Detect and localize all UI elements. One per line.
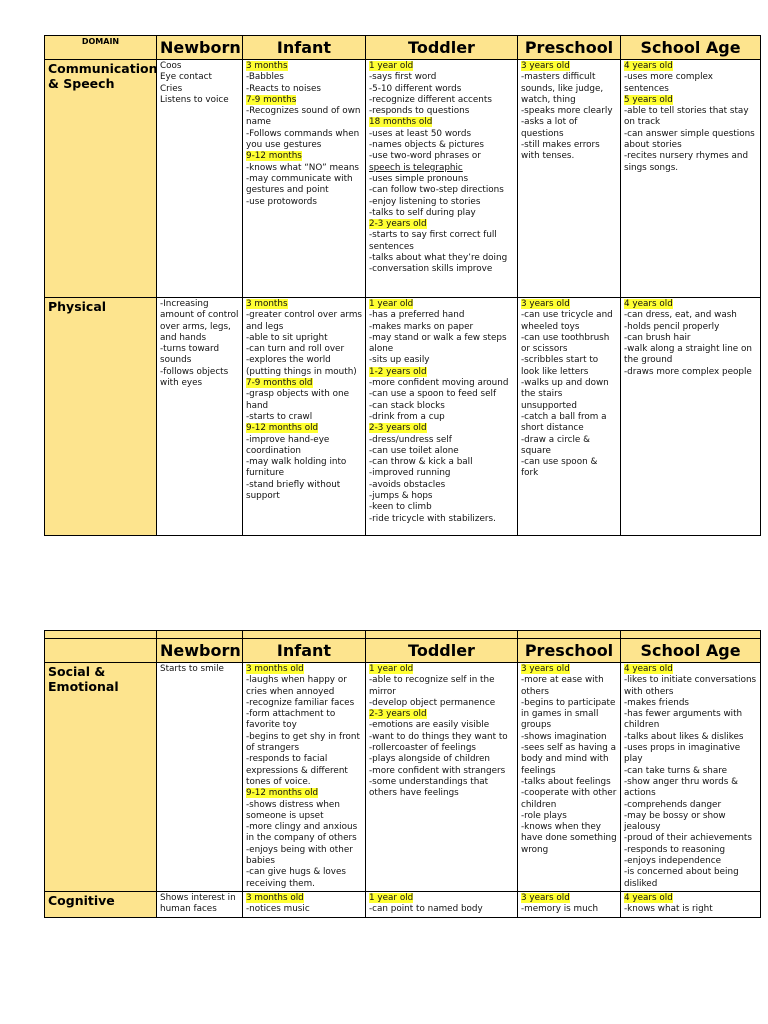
milestone-line: Listens to voice [160, 94, 229, 105]
age-range-label: 1 year old [369, 299, 414, 309]
age-range-label: 1 year old [369, 664, 414, 674]
development-table-1 [44, 35, 761, 536]
stage-cell [157, 891, 243, 917]
milestone-line: -show anger thru words & actions [624, 776, 738, 799]
age-range-label: 4 years old [624, 892, 673, 903]
row-label: Social & Emotional [45, 663, 157, 892]
age-range-label: 1 year old [369, 61, 414, 71]
milestone-line: -says first word [369, 72, 437, 83]
milestone-line: -can give hugs & loves receiving them. [246, 867, 347, 889]
stage-cell [518, 60, 621, 298]
milestone-line: -follows objects with eyes [160, 366, 229, 389]
milestone-line: -Follows commands when you use gestures [246, 128, 360, 151]
milestone-line: -can point to named body [369, 904, 483, 915]
age-range-label: 3 years old [521, 892, 570, 903]
milestone-line: -begins to get shy in front of strangers [246, 731, 360, 754]
milestone-line: -can use toothbrush or scissors [521, 332, 610, 355]
milestone-line: -plays alongside of children [369, 754, 490, 765]
milestone-line: -more confident moving around [369, 378, 509, 389]
milestone-line: -proud of their achievements [624, 833, 752, 844]
header-newborn: Newborn [157, 639, 243, 663]
development-table-2 [44, 630, 761, 918]
milestone-line: -can turn and roll over [246, 344, 345, 355]
age-range-label: 4 years old [624, 61, 673, 71]
milestone-line: -can follow two-step directions [369, 185, 504, 196]
milestone-line: -speaks more clearly [521, 106, 613, 117]
milestone-line: Cries [160, 83, 183, 94]
milestone-line: -sees self as having a body and mind with feelings [521, 743, 617, 776]
age-range-label: 3 months old [246, 664, 304, 674]
spacer-row [45, 631, 761, 639]
milestone-line: -makes friends [624, 697, 690, 708]
header-row [45, 639, 761, 663]
milestone-line: -can take turns & share [624, 765, 728, 776]
milestone-line: -enjoys independence [624, 856, 721, 867]
row-label: Communication & Speech [45, 60, 157, 298]
milestone-line: -more confident with strangers [369, 765, 506, 776]
milestone-line: -draws more complex people [624, 366, 752, 377]
age-range-label: 1-2 years old [369, 366, 427, 377]
milestone-line: -more clingy and anxious in the company of others [246, 822, 358, 844]
milestone-line: -explores the world (putting things in mouth) [246, 355, 357, 377]
stage-cell [157, 298, 243, 536]
milestone-line: -emotions are easily visible [369, 720, 490, 731]
milestone-line: -recites nursery rhymes and sings songs. [624, 151, 749, 173]
stage-cell [621, 891, 761, 917]
milestone-line: -use two-word phrases or [369, 151, 481, 162]
milestone-line: -uses simple pronouns [369, 173, 469, 184]
milestone-line: -enjoys being with other babies [246, 844, 353, 867]
milestone-line: -want to do things they want to [369, 731, 508, 742]
milestone-line: -Recognizes sound of own name [246, 106, 361, 128]
milestone-line: -can use tricycle and wheeled toys [521, 310, 613, 332]
header-preschool: Preschool [518, 639, 621, 663]
milestone-line: -form attachment to favorite toy [246, 709, 336, 731]
milestone-line: -conversation skills improve [369, 264, 493, 275]
stage-cell [157, 663, 243, 892]
age-range-label: 2-3 years old [369, 219, 427, 230]
milestone-line: -able to sit upright [246, 332, 328, 343]
age-range-label: 2-3 years old [369, 423, 427, 434]
milestone-line: -comprehends danger [624, 799, 722, 810]
milestone-line: -responds to reasoning [624, 844, 726, 855]
header-school-age: School Age [621, 36, 761, 60]
header-blank [45, 639, 157, 663]
milestone-line: -knows what “NO” means [246, 162, 359, 173]
milestone-line: -avoids obstacles [369, 479, 446, 490]
milestone-line: -Reacts to noises [246, 83, 321, 94]
milestone-line: -drink from a cup [369, 411, 445, 422]
stage-cell [366, 60, 518, 298]
header-row [45, 36, 761, 60]
domain-header: DOMAIN [45, 36, 157, 60]
milestone-line: Eye contact [160, 72, 212, 83]
age-range-label: 4 years old [624, 299, 673, 309]
milestone-line: speech is telegraphic [369, 162, 463, 173]
table-row [45, 891, 761, 917]
header-school-age: School Age [621, 639, 761, 663]
stage-cell [621, 663, 761, 892]
age-range-label: 7-9 months [246, 94, 297, 105]
milestone-line: -laughs when happy or cries when annoyed [246, 675, 347, 697]
milestone-line: -jumps & hops [369, 491, 433, 502]
milestone-line: -uses more complex sentences [624, 72, 713, 94]
stage-cell [621, 60, 761, 298]
milestone-line: Shows interest in human faces [160, 892, 236, 915]
milestone-line: -responds to facial expressions & different tones of voice. [246, 754, 348, 787]
header-newborn: Newborn [157, 36, 243, 60]
milestone-line: -can use spoon & fork [521, 457, 598, 479]
stage-cell [518, 663, 621, 892]
header-infant: Infant [243, 36, 366, 60]
milestone-line: -shows imagination [521, 731, 607, 742]
milestone-line: -rollercoaster of feelings [369, 743, 476, 754]
milestone-line: -catch a ball from a short distance [521, 411, 607, 434]
milestone-line: -can dress, eat, and wash [624, 310, 737, 321]
header-toddler: Toddler [366, 639, 518, 663]
stage-cell [243, 663, 366, 892]
milestone-line: -notices music [246, 904, 310, 915]
milestone-line: -can use toilet alone [369, 445, 459, 456]
milestone-line: -makes marks on paper [369, 321, 474, 332]
age-range-label: 3 years old [521, 61, 570, 71]
milestone-line: -cooperate with other children [521, 788, 617, 810]
table-row [45, 60, 761, 298]
milestone-line: -recognize different accents [369, 94, 492, 105]
milestone-line: -still makes errors with tenses. [521, 140, 600, 162]
milestone-line: -starts to say first correct full sentences [369, 230, 497, 252]
age-range-label: 9-12 months old [246, 423, 319, 434]
milestone-line: -uses at least 50 words [369, 128, 472, 139]
milestone-line: -asks a lot of questions [521, 117, 578, 139]
milestone-line: -may stand or walk a few steps alone [369, 332, 507, 355]
milestone-line: -talks about feelings [521, 776, 611, 787]
milestone-line: -has a preferred hand [369, 310, 465, 321]
row-label: Physical [45, 298, 157, 536]
milestone-line: -able to tell stories that stay on track [624, 106, 749, 128]
age-range-label: 18 months old [369, 117, 433, 128]
age-range-label: 5 years old [624, 94, 673, 105]
milestone-line: -may be bossy or show jealousy [624, 810, 726, 833]
milestone-line: -likes to initiate conversations with others [624, 675, 757, 697]
age-range-label: 1 year old [369, 892, 414, 903]
milestone-line: -uses props in imaginative play [624, 743, 741, 765]
milestone-line: -stand briefly without support [246, 479, 341, 502]
milestone-line: -talks about what they’re doing [369, 253, 508, 264]
milestone-line: -names objects & pictures [369, 140, 484, 151]
milestone-line: -may communicate with gestures and point [246, 173, 353, 196]
milestone-line: -able to recognize self in the mirror [369, 675, 495, 697]
milestone-line: -can stack blocks [369, 400, 445, 411]
stage-cell [243, 891, 366, 917]
stage-cell [518, 298, 621, 536]
milestone-line: -can throw & kick a ball [369, 457, 473, 468]
milestone-line: -walk along a straight line on the ground [624, 344, 752, 366]
age-range-label: 2-3 years old [369, 709, 427, 720]
milestone-line: -keen to climb [369, 502, 432, 513]
milestone-line: -sits up easily [369, 355, 430, 366]
milestone-line: -masters difficult sounds, like judge, watch, thing [521, 72, 604, 105]
age-range-label: 3 years old [521, 299, 570, 309]
table-row [45, 663, 761, 892]
milestone-line: -use protowords [246, 196, 317, 207]
stage-cell [366, 298, 518, 536]
header-preschool: Preschool [518, 36, 621, 60]
table-row [45, 298, 761, 536]
milestone-line: -can brush hair [624, 332, 691, 343]
milestone-line: -memory is much [521, 904, 599, 915]
milestone-line: -may walk holding into furniture [246, 457, 347, 479]
stage-cell [518, 891, 621, 917]
milestone-line: -knows when they have done something wrong [521, 822, 617, 855]
milestone-line: -holds pencil properly [624, 321, 720, 332]
milestone-line: -responds to questions [369, 106, 470, 117]
milestone-line: -turns toward sounds [160, 344, 220, 366]
milestone-line: -starts to crawl [246, 411, 313, 422]
milestone-line: -5-10 different words [369, 83, 462, 94]
milestone-line: -shows distress when someone is upset [246, 799, 340, 821]
milestone-line: -greater control over arms and legs [246, 310, 362, 332]
milestone-line: -grasp objects with one hand [246, 389, 350, 411]
milestone-line: -can answer simple questions about stories [624, 128, 755, 151]
milestone-line: Coos [160, 61, 182, 71]
stage-cell [366, 663, 518, 892]
milestone-line: Starts to smile [160, 664, 224, 674]
milestone-line: -dress/undress self [369, 434, 452, 445]
milestone-line: -draw a circle & square [521, 434, 590, 456]
age-range-label: 7-9 months old [246, 378, 313, 389]
milestone-line: -has fewer arguments with children [624, 709, 743, 731]
header-toddler: Toddler [366, 36, 518, 60]
milestone-line: -talks about likes & dislikes [624, 731, 744, 742]
milestone-line: -talks to self during play [369, 207, 476, 218]
stage-cell [621, 298, 761, 536]
milestone-line: -knows what is right [624, 904, 713, 915]
stage-cell [366, 891, 518, 917]
milestone-line: -recognize familiar faces [246, 697, 355, 708]
age-range-label: 3 years old [521, 664, 570, 674]
milestone-line: -walks up and down the stairs unsupported [521, 378, 609, 411]
age-range-label: 9-12 months [246, 151, 302, 162]
stage-cell [243, 298, 366, 536]
age-range-label: 3 months old [246, 892, 304, 903]
milestone-line: -begins to participate in games in small groups [521, 697, 616, 731]
milestone-line: -scribbles start to look like letters [521, 355, 599, 377]
milestone-line: -is concerned about being disliked [624, 867, 739, 889]
milestone-line: -Increasing amount of control over arms, legs, and hands [160, 299, 239, 343]
milestone-line: -role plays [521, 810, 567, 821]
age-range-label: 9-12 months old [246, 788, 319, 799]
age-range-label: 3 months [246, 61, 288, 71]
milestone-line: -improved running [369, 468, 451, 479]
milestone-line: -Babbles [246, 72, 284, 83]
milestone-line: -improve hand-eye coordination [246, 434, 330, 456]
milestone-line: -more at ease with others [521, 675, 604, 697]
milestone-line: -ride tricycle with stabilizers. [369, 513, 496, 524]
age-range-label: 3 months [246, 299, 288, 309]
stage-cell [243, 60, 366, 298]
milestone-line: -can use a spoon to feed self [369, 389, 497, 400]
milestone-line: -enjoy listening to stories [369, 196, 481, 207]
stage-cell [157, 60, 243, 298]
header-infant: Infant [243, 639, 366, 663]
row-label: Cognitive [45, 891, 157, 917]
milestone-line: -develop object permanence [369, 697, 496, 708]
age-range-label: 4 years old [624, 664, 673, 674]
milestone-line: -some understandings that others have feelings [369, 776, 489, 799]
